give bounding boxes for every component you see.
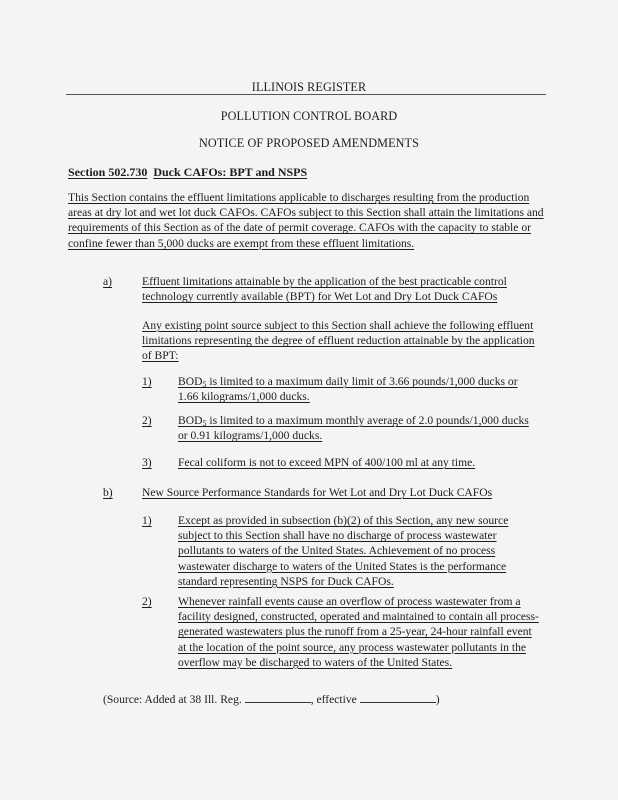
register-title: ILLINOIS REGISTER — [251, 80, 367, 94]
a-item-1-text — [178, 374, 538, 404]
b-item-1-text: Except as provided in subsection (b)(2) of this Section, any new source subject to this Section shall have no discharge of process wastewater pollutants to waters of the United States. Achievement of no process wastewater discharge to waters of the United States is the performance standard representing NSPS for Duck CAFOs. — [178, 514, 509, 588]
subsection-a-text: Any existing point source subject to this Section shall achieve the following effluent limitations representing the degree of effluent reduction attainable by the application of BPT: — [142, 319, 535, 363]
a-item-2-body: is limited to a maximum monthly average of 2.0 pounds/1,000 ducks or 0.91 kilograms/1,000 ducks. — [178, 414, 529, 443]
source-note — [103, 691, 543, 707]
a-item-1-body: is limited to a maximum daily limit of 3.66 pounds/1,000 ducks or 1.66 kilograms/1,000 ducks. — [178, 375, 518, 404]
section-heading — [68, 165, 307, 180]
b-item-2-marker: 2) — [142, 595, 152, 608]
a-item-3-marker: 3) — [142, 456, 152, 469]
effective-blank — [360, 691, 436, 703]
section-name: Duck CAFOs: BPT and NSPS — [153, 165, 308, 179]
reg-blank — [245, 691, 311, 703]
bod-label: BOD — [178, 375, 203, 388]
intro-paragraph: This Section contains the effluent limitations applicable to discharges resulting from the production areas at dry lot and wet lot duck CAFOs. CAFOs subject to this Section shall attain the limitations and requirements of this Section as of the date of permit coverage. CAFOs with the capacity to stable or confine fewer than 5,000 ducks are exempt from these effluent limitations. — [68, 191, 544, 250]
a-item-1-marker: 1) — [142, 375, 152, 388]
section-number: Section 502.730 — [68, 165, 148, 179]
header-rule — [66, 94, 546, 95]
notice-title: NOTICE OF PROPOSED AMENDMENTS — [199, 136, 419, 150]
bod-subscript: 5 — [202, 380, 207, 389]
subsection-b-heading: New Source Performance Standards for Wet Lot and Dry Lot Duck CAFOs — [142, 486, 493, 499]
b-item-1-marker: 1) — [142, 514, 152, 527]
bod-label: BOD — [178, 414, 203, 427]
b-item-2-text: Whenever rainfall events cause an overflow of process wastewater from a facility designed, constructed, operated and maintained to contain all process-generated wastewaters plus the runoff from a 25-year, 24-hour rainfall event at the location of the point source, any process wastewater pollutants in the overflow may be discharged to waters of the United States. — [178, 595, 539, 669]
a-item-2-marker: 2) — [142, 414, 152, 427]
subsection-a-marker: a) — [103, 275, 113, 288]
source-prefix: (Source: Added at 38 Ill. Reg. — [103, 693, 245, 706]
source-middle: , effective — [310, 693, 360, 706]
a-item-3-text: Fecal coliform is not to exceed MPN of 400/100 ml at any time. — [178, 456, 476, 469]
source-suffix: ) — [435, 693, 440, 706]
a-item-2-text — [178, 413, 538, 443]
subsection-a-heading: Effluent limitations attainable by the application of the best practicable control technology currently available (BPT) for Wet Lot and Dry Lot Duck CAFOs — [142, 275, 507, 304]
board-title: POLLUTION CONTROL BOARD — [220, 109, 398, 123]
subsection-b-marker: b) — [103, 486, 113, 499]
bod-subscript: 5 — [202, 419, 207, 428]
